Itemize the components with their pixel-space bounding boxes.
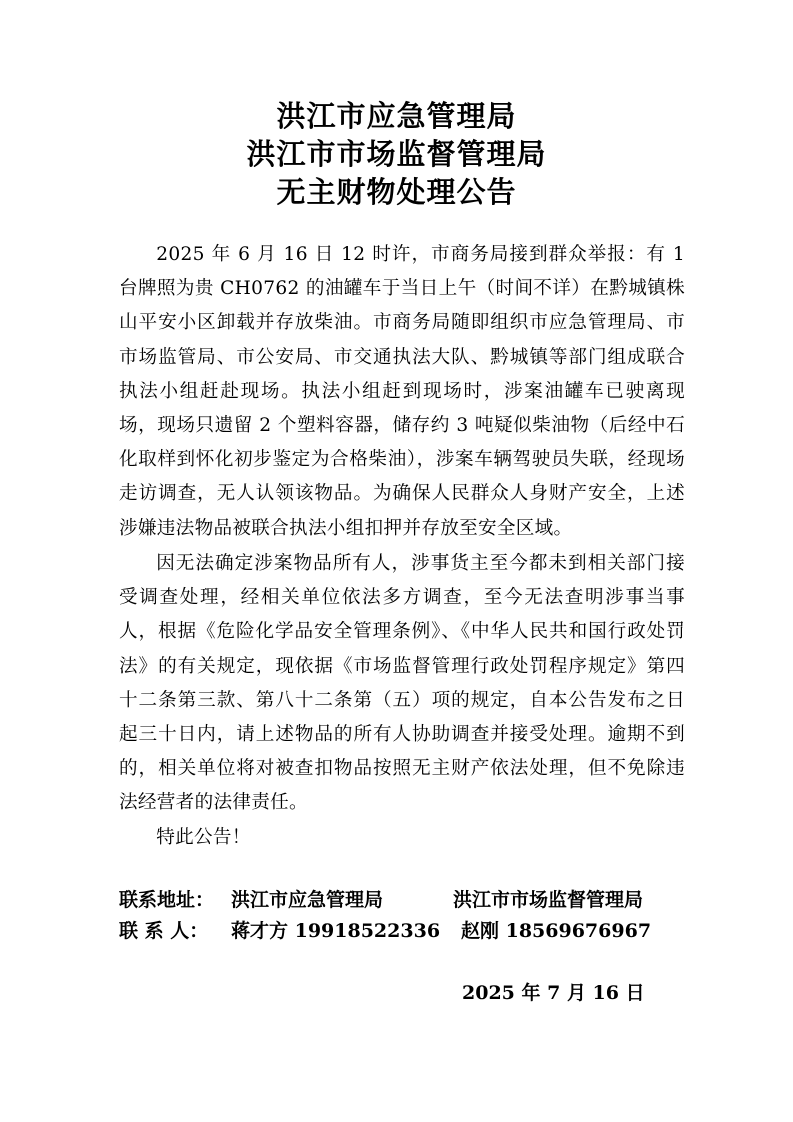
title-line-1: 洪江市应急管理局 <box>276 99 517 133</box>
body-paragraph-3: 特此公告！ <box>156 827 251 848</box>
title-line-3: 无主财物处理公告 <box>276 175 517 209</box>
contact-address-label: 联系地址： <box>119 889 215 911</box>
contact-person-1: 蒋才方 19918522336 <box>231 920 441 942</box>
contact-address-org-2: 洪江市市场监督管理局 <box>453 889 644 911</box>
contact-address-org-1: 洪江市应急管理局 <box>231 889 384 911</box>
announcement-date: 2025 年 7 月 16 日 <box>462 982 645 1004</box>
title-line-2: 洪江市市场监督管理局 <box>246 137 547 171</box>
contact-person-label: 联 系 人： <box>119 920 209 942</box>
body-paragraph-2: 因无法确定涉案物品所有人，涉事货主至今都未到相关部门接受调查处理，经相关单位依法多方调查，至今无法查明涉事当事人，根据《危险化学品安全管理条例》、《中华人民共和国行政处罚法》的有关规定，现依据《市场监督管理行政处罚程序规定》第四十二条第三款、第八十二条第（五）项的规定，自本公告发布之日起三十日内，请上述物品的所有人协助调查并接受处理。逾期不到的，相关单位将对被查扣物品按照无主财产依法处理，但不免除违法经营者的法律责任。 <box>119 553 685 814</box>
contact-person-2: 赵刚 18569676967 <box>461 920 652 942</box>
body-paragraph-1: 2025 年 6 月 16 日 12 时许，市商务局接到群众举报：有 1 台牌照为贵 CH0762 的油罐车于当日上午（时间不详）在黔城镇株山平安小区卸载并存放柴油。市商务局随即组织市应急管理局、市市场监管局、市公安局、市交通执法大队、黔城镇等部门组成联合执法小组赶赴现场。执法小组赶到现场时，涉案油罐车已驶离现场，现场只遗留 2 个塑料容器，储存约 3 吨疑似柴油物（后经中石化取样到怀化初步鉴定为合格柴油），涉案车辆驾驶员失联，经现场走访调查，无人认领该物品。为确保人民群众人身财产安全，上述涉嫌违法物品被联合执法小组扣押并存放至安全区域。 <box>119 244 685 539</box>
